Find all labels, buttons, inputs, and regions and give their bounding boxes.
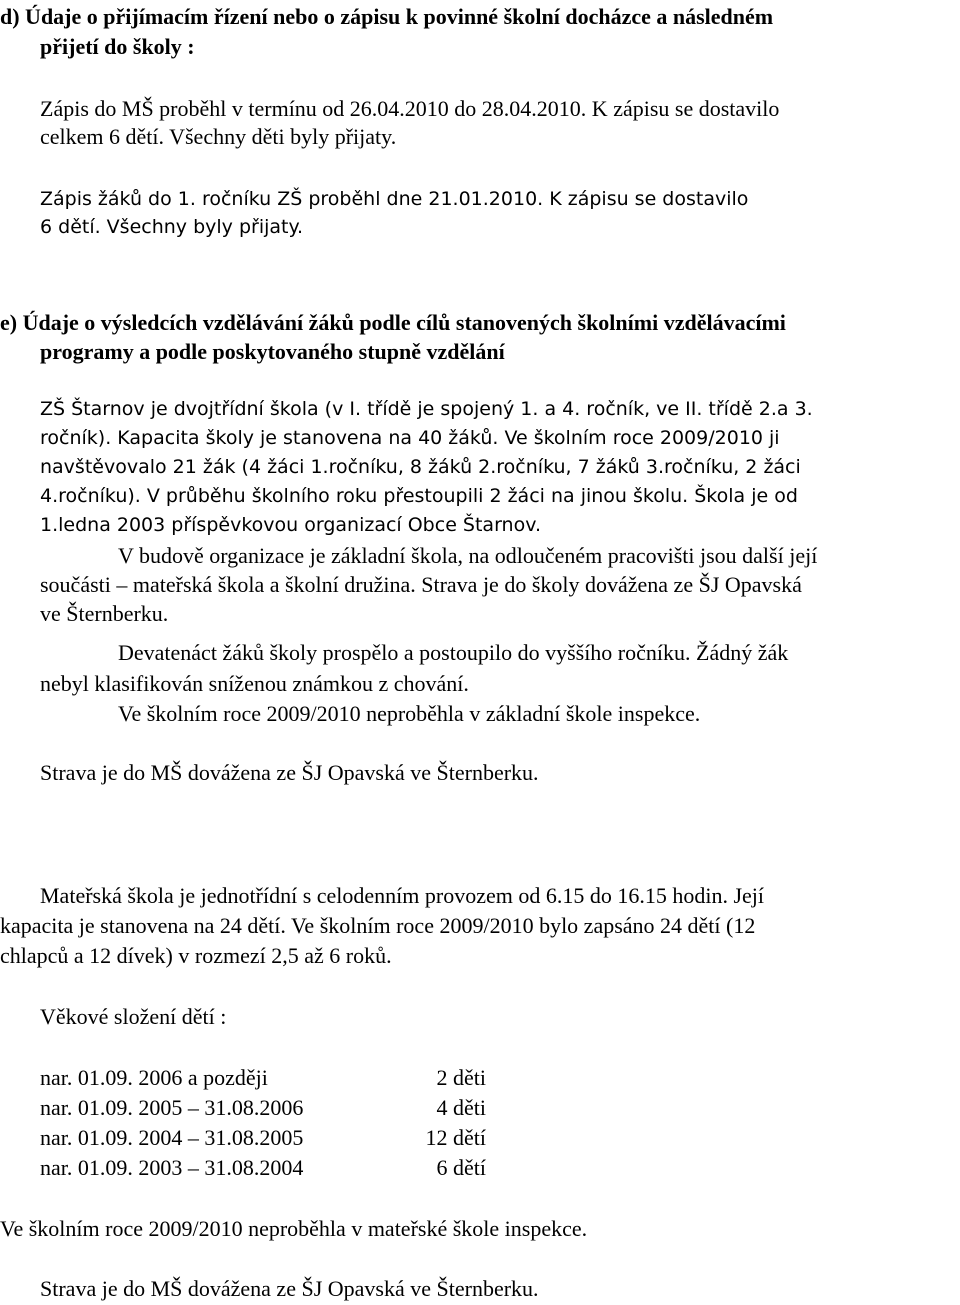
- para1-line: ročník). Kapacita školy je stanovena na 40 žáků. Ve školním roce 2009/2010 ji: [40, 427, 780, 449]
- age-count: 6 dětí: [436, 1155, 486, 1180]
- para1-line: 4.ročníku). V průběhu školního roku přestoupili 2 žáci na jinou školu. Škola je od: [40, 485, 798, 507]
- section-e-heading-line1: e) Údaje o výsledcích vzdělávání žáků podle cílů stanovených školními vzdělávacími: [0, 310, 786, 335]
- age-count: 2 děti: [436, 1065, 486, 1090]
- para1-line: navštěvovalo 21 žák (4 žáci 1.ročníku, 8 žáků 2.ročníku, 7 žáků 3.ročníku, 2 žáci: [40, 456, 801, 478]
- para1-line: ZŠ Štarnov je dvojtřídní škola (v I. třídě je spojený 1. a 4. ročník, ve II. třídě 2.a 3.: [40, 398, 813, 420]
- para3-line: nebyl klasifikován sníženou známkou z chování.: [40, 671, 469, 696]
- ms-enrolment-line2: celkem 6 dětí. Všechny děti byly přijaty.: [40, 124, 397, 149]
- age-composition-heading: Věkové složení dětí :: [40, 1004, 227, 1029]
- para2-line: ve Šternberku.: [40, 601, 169, 626]
- section-e-heading-line2: programy a podle poskytovaného stupně vzdělání: [40, 339, 505, 364]
- age-range: nar. 01.09. 2004 – 31.08.2005: [40, 1125, 304, 1150]
- section-d-heading-line1: d) Údaje o přijímacím řízení nebo o zápisu k povinné školní docházce a následném: [0, 4, 774, 29]
- kindergarten-para-line: chlapců a 12 dívek) v rozmezí 2,5 až 6 roků.: [0, 943, 392, 968]
- ms-meals-note: Strava je do MŠ dovážena ze ŠJ Opavská ve Šternberku.: [40, 760, 539, 785]
- age-range: nar. 01.09. 2003 – 31.08.2004: [40, 1155, 304, 1180]
- zs-enrolment-line1: Zápis žáků do 1. ročníku ZŠ proběhl dne 21.01.2010. K zápisu se dostavilo: [40, 188, 749, 210]
- kindergarten-para-line: kapacita je stanovena na 24 dětí. Ve školním roce 2009/2010 bylo zapsáno 24 dětí (12: [0, 913, 756, 938]
- para3-line: Devatenáct žáků školy prospělo a postoupilo do vyššího ročníku. Žádný žák: [118, 640, 789, 665]
- para1-line: 1.ledna 2003 příspěvkovou organizací Obce Štarnov.: [40, 514, 542, 536]
- ms-enrolment-line1: Zápis do MŠ proběhl v termínu od 26.04.2010 do 28.04.2010. K zápisu se dostavilo: [40, 96, 780, 121]
- para2-line: V budově organizace je základní škola, na odloučeném pracovišti jsou další její: [118, 543, 818, 568]
- ms-inspection-note: Ve školním roce 2009/2010 neproběhla v mateřské škole inspekce.: [0, 1216, 588, 1241]
- age-count: 4 děti: [436, 1095, 486, 1120]
- para2-line: součásti – mateřská škola a školní družina. Strava je do školy dovážena ze ŠJ Opavská: [40, 572, 802, 597]
- kindergarten-para-line: Mateřská škola je jednotřídní s celodenním provozem od 6.15 do 16.15 hodin. Její: [40, 883, 765, 908]
- zs-enrolment-line2: 6 dětí. Všechny byly přijaty.: [40, 216, 304, 238]
- ms-meals-note-bottom: Strava je do MŠ dovážena ze ŠJ Opavská ve Šternberku.: [40, 1276, 539, 1301]
- age-range: nar. 01.09. 2005 – 31.08.2006: [40, 1095, 304, 1120]
- zs-inspection-note: Ve školním roce 2009/2010 neproběhla v základní škole inspekce.: [118, 701, 701, 726]
- age-range: nar. 01.09. 2006 a později: [40, 1065, 268, 1090]
- age-count: 12 dětí: [425, 1125, 486, 1150]
- section-d-heading-line2: přijetí do školy :: [40, 34, 195, 59]
